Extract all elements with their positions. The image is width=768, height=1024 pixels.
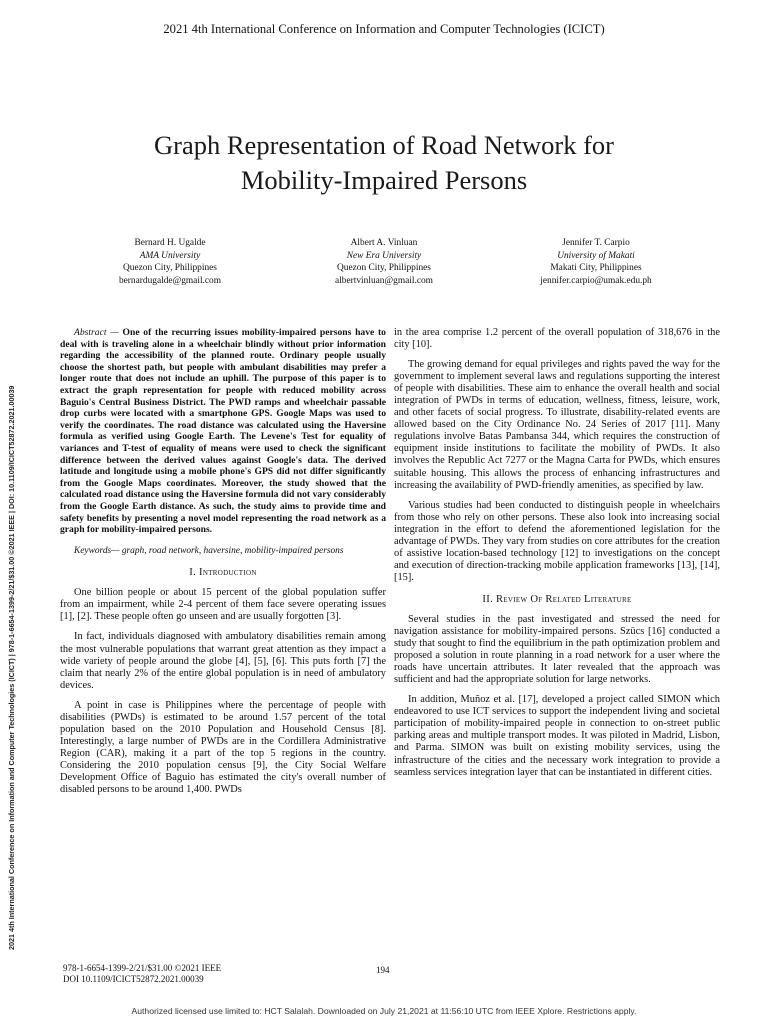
author-email[interactable]: albertvinluan@gmail.com bbox=[335, 275, 433, 286]
author-affiliation: AMA University bbox=[139, 250, 201, 261]
page-number: 194 bbox=[376, 965, 390, 975]
side-strip-text: 2021 4th International Conference on Information and Computer Technologies (ICICT) | 978-1-6654-1399-2/21/$31.00 ©2021 IEEE | DOI: 10.1109/ICICT52872.2021.00039 bbox=[7, 385, 16, 950]
paper-title bbox=[0, 128, 768, 198]
author-email[interactable]: bernardugalde@gmail.com bbox=[118, 275, 222, 286]
left-column bbox=[60, 327, 386, 804]
abstract bbox=[60, 327, 386, 536]
license-notice: Authorized licensed use limited to: HCT Salalah. Downloaded on July 21,2021 at 11:56:10 UTC from IEEE Xplore. Restrictions apply. bbox=[131, 1006, 637, 1016]
body-paragraph: Various studies had been conducted to distinguish people in wheelchairs from those who rely on other persons. These also look into increasing social integration in the effort to defend the aforementioned legislation for the advantage of PWDs. They vary from studies on core attributes for the creation of assistive location-based technology [12] to investigations on the concept and execution of direction-tracking mobile application frameworks [13], [14], [15]. bbox=[394, 499, 720, 583]
author-block-2 bbox=[274, 237, 494, 287]
body-paragraph: Several studies in the past investigated and stressed the need for navigation assistance for mobility-impaired persons. Szücs [16] conducted a study that sought to find the equilibrium in the path optimization problem and proposed a solution in route planning in a road network for a user where the roads have uncertain attributes. It later revealed that the approach was sufficient and had the appropriate solution for large networks. bbox=[394, 613, 720, 686]
body-paragraph: In fact, individuals diagnosed with ambulatory disabilities remain among the most vulnerable populations that warrant great attention as they impact a wide variety of people around the globe [4], [5], [6]. This puts forth [7] the claim that nearly 2% of the entire global population is in need of ambulatory devices. bbox=[60, 631, 386, 691]
author-location: Quezon City, Philippines bbox=[337, 263, 431, 274]
body-paragraph: in the area comprise 1.2 percent of the overall population of 318,676 in the city [10]. bbox=[394, 327, 720, 351]
body-paragraph: The growing demand for equal privileges and rights paved the way for the government to implement several laws and regulations supporting the interest of people with disabilities. These aim to enhance the overall health and social integration of PWDs in terms of education, wellness, fitness, leisure, work, and other facets of social progress. To illustrate, disability-related events are allowed based on the City Ordinance No. 24 Series of 2017 [11]. Many regulations involve Batas Pambansa 344, which requires the construction of equipment inside institutions to facilitate the mobility of PWDs. It also involves the Republic Act 7277 or the Magna Carta for PWDs, which ensures suitable housing. This allows the process of enhancing infrastructures and increasing the availability of PWD-friendly amenities, as specified by law. bbox=[394, 359, 720, 491]
author-name: Jennifer T. Carpio bbox=[562, 238, 630, 248]
author-location: Makati City, Philippines bbox=[550, 263, 642, 274]
title-line-1: Graph Representation of Road Network for bbox=[154, 130, 614, 160]
author-location: Quezon City, Philippines bbox=[123, 263, 217, 274]
section-heading-literature bbox=[394, 594, 720, 606]
author-name: Albert A. Vinluan bbox=[350, 238, 418, 248]
section-title: Introduction bbox=[199, 567, 257, 579]
right-column bbox=[394, 327, 720, 787]
abstract-label: Abstract — bbox=[74, 327, 119, 338]
author-affiliation: University of Makati bbox=[557, 250, 635, 261]
body-paragraph: A point in case is Philippines where the percentage of people with disabilities (PWDs) is estimated to be around 1.57 percent of the total population based on the 2010 Population and Household Census [8]. Interestingly, a large number of PWDs are in the Cordillera Administrative Region (CAR), making it a part of the top 5 regions in the country. Considering the 2010 population census [9], the City Social Welfare Development Office of Baguio has estimated the city's overall number of disabled persons to be around 1,400. PWDs bbox=[60, 699, 386, 796]
footer-isbn: 978-1-6654-1399-2/21/$31.00 ©2021 IEEE bbox=[63, 963, 222, 973]
author-block-3 bbox=[486, 237, 706, 287]
section-title: Review Of Related Literature bbox=[495, 593, 632, 605]
footer-doi[interactable]: DOI 10.1109/ICICT52872.2021.00039 bbox=[63, 974, 204, 984]
keywords: Keywords— graph, road network, haversine, mobility-impaired persons bbox=[74, 545, 344, 556]
author-name: Bernard H. Ugalde bbox=[134, 238, 206, 248]
abstract-text: One of the recurring issues mobility-impaired persons have to deal with is traveling alone in a wheelchair blindly without prior information regarding the accessibility of the planned route. Ordinary people usually choose the shortest path, but people with ambulant disabilities may prefer a longer route that does not include an uphill. The purpose of this paper is to extract the graph representation for people with reduced mobility across Baguio's Central Business District. The PWD ramps and wheelchair passable drop curbs were located with a smartphone GPS. Google Maps was used to verify the coordinates. The road distance was calculated using the Haversine formula as verified using Google Earth. The Levene's Test for equality of variances and T-test of equality of means were used to check the significant difference between the derived values against Google's data. The derived latitude and longitude using a mobile phone's GPS did not differ significantly from the Google Maps coordinates. Moreover, the study showed that the calculated road distance using the Haversine formula did not vary considerably from the Google Earth distance. As such, the study aims to provide time and safety benefits by presenting a novel model representing the road network as a graph for mobility-impaired persons. bbox=[60, 327, 386, 536]
section-number: I. bbox=[189, 567, 197, 579]
body-paragraph: In addition, Muñoz et al. [17], developed a project called SIMON which endeavored to use ICT services to support the independent living and societal participation of mobility-impaired people in connection to on-street public parking areas and multiple transport modes. It was piloted in Madrid, Lisbon, and Parma. SIMON was built on existing mobility services, using the infrastructure of the cities and the necessary work integration to provide a seamless services integration layer that can be instantiated in different cities. bbox=[394, 694, 720, 778]
footer-identifiers bbox=[63, 963, 221, 985]
author-email[interactable]: jennifer.carpio@umak.edu.ph bbox=[540, 275, 652, 286]
author-affiliation: New Era University bbox=[346, 250, 422, 261]
author-block-1 bbox=[60, 237, 280, 287]
conference-header: 2021 4th International Conference on Information and Computer Technologies (ICICT) bbox=[163, 22, 605, 36]
body-paragraph: One billion people or about 15 percent of the global population suffer from an impairment, while 2-4 percent of them face severe operating issues [1], [2]. These people often go unseen and are usually forgotten [3]. bbox=[60, 587, 386, 623]
doi-side-strip bbox=[7, 230, 21, 950]
section-number: II. bbox=[482, 593, 494, 605]
section-heading-introduction bbox=[60, 567, 386, 579]
title-line-2: Mobility-Impaired Persons bbox=[240, 165, 528, 195]
